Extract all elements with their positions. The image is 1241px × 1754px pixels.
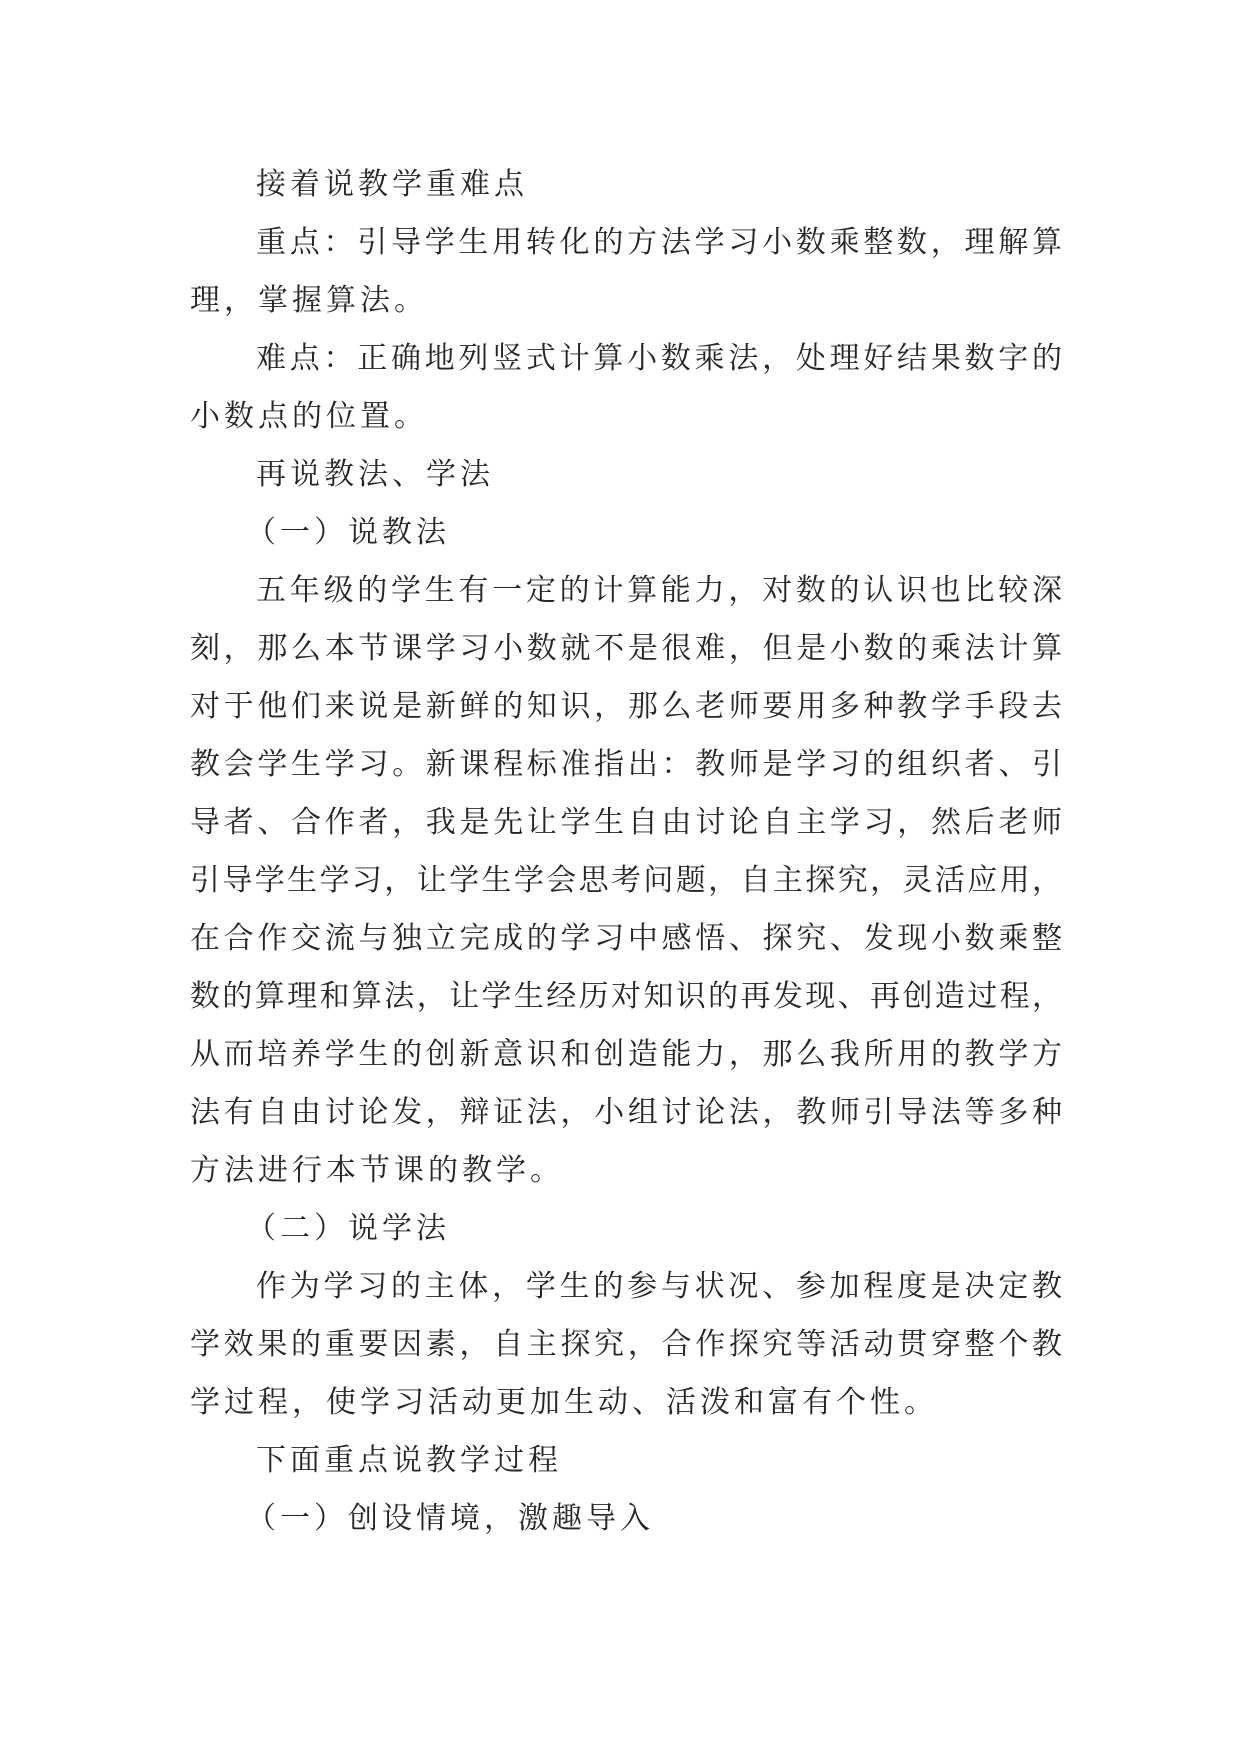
text-line: 理，掌握算法。 [190,283,428,318]
text-line: 导者、合作者，我是先让学生自由讨论自主学习，然后老师 [190,805,1062,840]
text-line: 下面重点说教学过程 [256,1443,562,1478]
text-line: 小数点的位置。 [190,399,428,434]
section-heading: （二）说学法 [246,1211,450,1246]
text-line: 学过程，使学习活动更加生动、活泼和富有个性。 [190,1385,938,1420]
text-line: 作为学习的主体，学生的参与状况、参加程度是决定教 [256,1269,1062,1304]
text-line: 方法进行本节课的教学。 [190,1153,564,1188]
text-line: 重点：引导学生用转化的方法学习小数乘整数，理解算 [256,225,1062,260]
text-line: 数的算理和算法，让学生经历对知识的再发现、再创造过程， [190,979,1062,1014]
text-line: 学效果的重要因素，自主探究，合作探究等活动贯穿整个教 [190,1327,1062,1362]
text-line: 从而培养学生的创新意识和创造能力，那么我所用的教学方 [190,1037,1062,1072]
text-line: 法有自由讨论发，辩证法，小组讨论法，教师引导法等多种 [190,1095,1062,1130]
text-line: 教会学生学习。新课程标准指出：教师是学习的组织者、引 [190,747,1062,782]
text-line: 对于他们来说是新鲜的知识，那么老师要用多种教学手段去 [190,689,1062,724]
text-line: 五年级的学生有一定的计算能力，对数的认识也比较深 [256,573,1062,608]
text-line: 难点：正确地列竖式计算小数乘法，处理好结果数字的 [256,341,1062,376]
text-line: 引导学生学习，让学生学会思考问题，自主探究，灵活应用， [190,863,1062,898]
section-heading: （一）说教法 [246,515,450,550]
text-line: 接着说教学重难点 [256,167,528,202]
text-line: 在合作交流与独立完成的学习中感悟、探究、发现小数乘整 [190,921,1062,956]
text-line: 刻，那么本节课学习小数就不是很难，但是小数的乘法计算 [190,631,1062,666]
section-heading: （一）创设情境，激趣导入 [246,1501,654,1536]
text-line: 再说教法、学法 [256,457,494,492]
